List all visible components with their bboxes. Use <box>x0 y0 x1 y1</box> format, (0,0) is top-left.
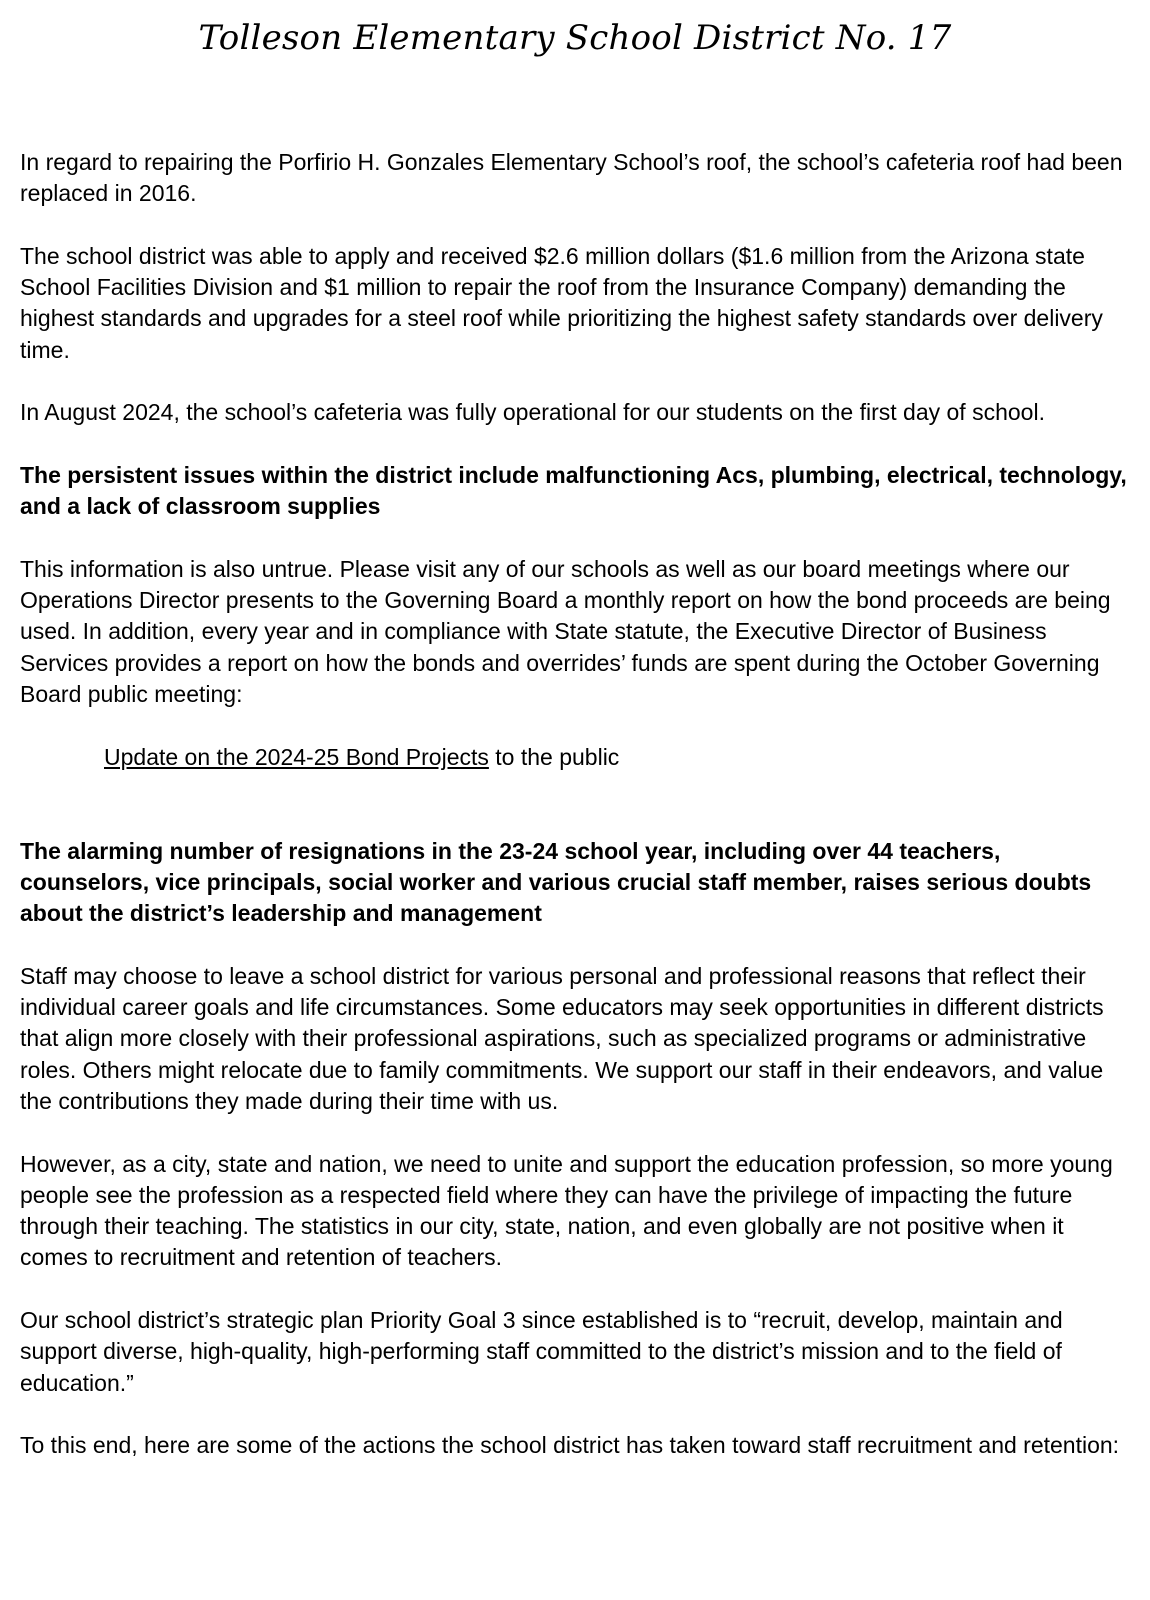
bond-update-line <box>20 742 1130 773</box>
paragraph-roof-repair: In regard to repairing the Porfirio H. Gonzales Elementary School’s roof, the school’s cafeteria roof had been replaced in 2016. <box>20 149 1123 207</box>
paragraph-cafeteria: In August 2024, the school’s cafeteria was fully operational for our students on the first day of school. <box>20 399 1045 426</box>
bond-update-suffix: to the public <box>488 743 620 770</box>
paragraph-funding: The school district was able to apply and received $2.6 million dollars ($1.6 million from the Arizona state School Facilities Division and $1 million to repair the roof from the Insurance Company) demanding the highest standards and upgrades for a steel roof while prioritizing the highest safety standards over delivery time. <box>20 242 1103 363</box>
bond-projects-link[interactable]: Update on the 2024-25 Bond Projects <box>104 743 489 770</box>
heading-persistent-issues: The persistent issues within the district include malfunctioning Acs, plumbing, electrical, technology, and a lack of classroom supplies <box>20 461 1127 520</box>
paragraph-staff-reasons: Staff may choose to leave a school district for various personal and professional reasons that reflect their individual career goals and life circumstances. Some educators may seek opportunities in different districts that align more closely with their professional aspirations, such as specialized programs or administrative roles. Others might relocate due to family commitments. We support our staff in their endeavors, and value the contributions they made during their time with us. <box>20 962 1104 1114</box>
paragraph-profession-support: However, as a city, state and nation, we need to unite and support the education profession, so more young people see the profession as a respected field where they can have the privilege of impacting the future through their teaching. The statistics in our city, state, nation, and even globally are not positive when it comes to recruitment and retention of teachers. <box>20 1150 1113 1271</box>
paragraph-bond-reports: This information is also untrue. Please visit any of our schools as well as our board meetings where our Operations Director presents to the Governing Board a monthly report on how the bond proceeds are being used. In addition, every year and in compliance with State statute, the Executive Director of Business Services provides a report on how the bonds and overrides’ funds are spent during the October Governing Board public meeting: <box>20 555 1111 708</box>
paragraph-actions-intro: To this end, here are some of the actions the school district has taken toward staff recruitment and retention: <box>20 1432 1120 1459</box>
paragraph-strategic-plan: Our school district’s strategic plan Priority Goal 3 since established is to “recruit, develop, maintain and support diverse, high-quality, high-performing staff committed to the district’s mission and to the field of education.” <box>20 1306 1063 1396</box>
heading-resignations: The alarming number of resignations in the 23-24 school year, including over 44 teachers, counselors, vice principals, social worker and various crucial staff member, raises serious doubts about the district’s leadership and management <box>20 837 1092 927</box>
document-title: Tolleson Elementary School District No. 17 <box>198 18 952 58</box>
document-body <box>20 147 1130 1493</box>
